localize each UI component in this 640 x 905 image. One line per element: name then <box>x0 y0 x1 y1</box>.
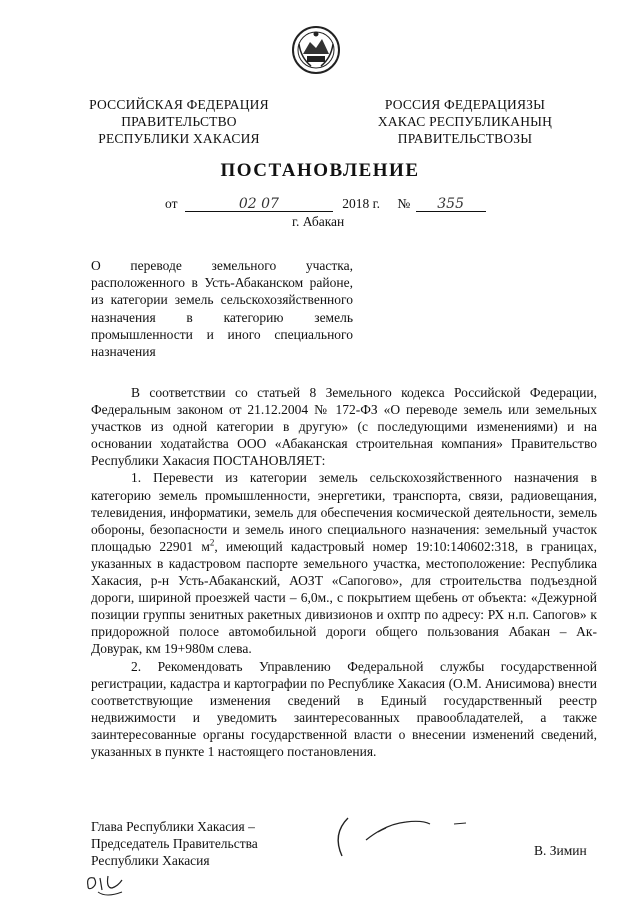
signatory-position <box>91 818 258 869</box>
handwritten-date: 02 07 <box>185 197 333 212</box>
coat-of-arms-icon <box>291 24 341 76</box>
header-right-line: ХАКАС РЕСПУБЛИКАНЫҢ <box>377 114 553 129</box>
header-right <box>372 96 558 147</box>
signatory-position-line: Глава Республики Хакасия – <box>91 819 255 834</box>
date-number-line <box>165 196 486 212</box>
subject-heading: О переводе земельного участка, расположенного в Усть-Абаканском районе, из категории земель сельскохозяйственного назначения в категорию земель промышленности и иного специального назначения <box>91 258 353 360</box>
signatory-position-line: Председатель Правительства <box>91 836 258 851</box>
item-2-paragraph: 2. Рекомендовать Управлению Федеральной службы государственной регистрации, кадастра и картографии по Республике Хакасия (О.М. Анисимова) внести соответствующие изменения сведений в Единый государственный реестр недвижимости и уведомить заинтересованных правообладателей, а также заинтересованные органы государственной власти о внесении изменений сведений, указанных в пункте 1 настоящего постановления. <box>91 658 597 759</box>
date-year: 2018 г. <box>342 196 380 211</box>
city: г. Абакан <box>292 214 345 229</box>
signatory-position-line: Республики Хакасия <box>91 853 210 868</box>
signatory-name: В. Зимин <box>534 843 587 858</box>
preamble-paragraph: В соответствии со статьей 8 Земельного кодекса Российской Федерации, Федеральным законом от 21.12.2004 № 172-ФЗ «О переводе земель или земельных участков из одной категории в другую» (с последующими изменениями) и на основании ходатайства ООО «Абаканская строительная компания» Правительство Республики Хакасия ПОСТАНОВЛЯЕТ: <box>91 385 597 469</box>
item-1-text-b: , имеющий кадастровый номер 19:10:140602:318, в границах, указанных в кадастровом паспорте земельного участка, местоположение: Республика Хакасия, р-н Усть-Абаканский, АОЗТ «Сапогово», для строительства подъездной дороги, шириной проезжей части – 6,0м., с покрытием щебень от объекта: «Дежурной позиции группы зенитных ракетных дивизионов и охптр по адресу: РХ н.п. Сапогов» к придорожной полосе автомобильной дороги общего пользования Абакан – Ак-Довурак, км 19+980м слева. <box>91 538 597 657</box>
handwritten-signature <box>326 804 476 864</box>
document-title: ПОСТАНОВЛЕНИЕ <box>220 160 420 181</box>
header-right-line: ПРАВИТЕЛЬСТВОЗЫ <box>397 131 533 146</box>
header-left <box>86 96 272 147</box>
date-from-label: от <box>165 196 178 211</box>
item-1-paragraph <box>91 469 597 657</box>
item-1-text-a: 1. Перевести из категории земель сельскохозяйственного назначения в категорию земель промышленности, энергетики, транспорта, связи, радиовещания, телевидения, информатики, земель для обеспечения космической деятельности, земель обороны, безопасности и земель иного специального назначения: земельный участок площадью 22901 м <box>91 470 597 554</box>
document-body <box>91 384 597 760</box>
number-label: № <box>397 196 411 211</box>
item-1-superscript: 2 <box>209 537 215 548</box>
handwritten-initials <box>82 868 136 898</box>
header-right-line: РОССИЯ ФЕДЕРАЦИЯЗЫ <box>384 97 546 112</box>
handwritten-number: 355 <box>416 197 486 212</box>
header-left-line: РОССИЙСКАЯ ФЕДЕРАЦИЯ <box>89 97 269 112</box>
header-left-line: РЕСПУБЛИКИ ХАКАСИЯ <box>98 131 260 146</box>
header-left-line: ПРАВИТЕЛЬСТВО <box>121 114 237 129</box>
